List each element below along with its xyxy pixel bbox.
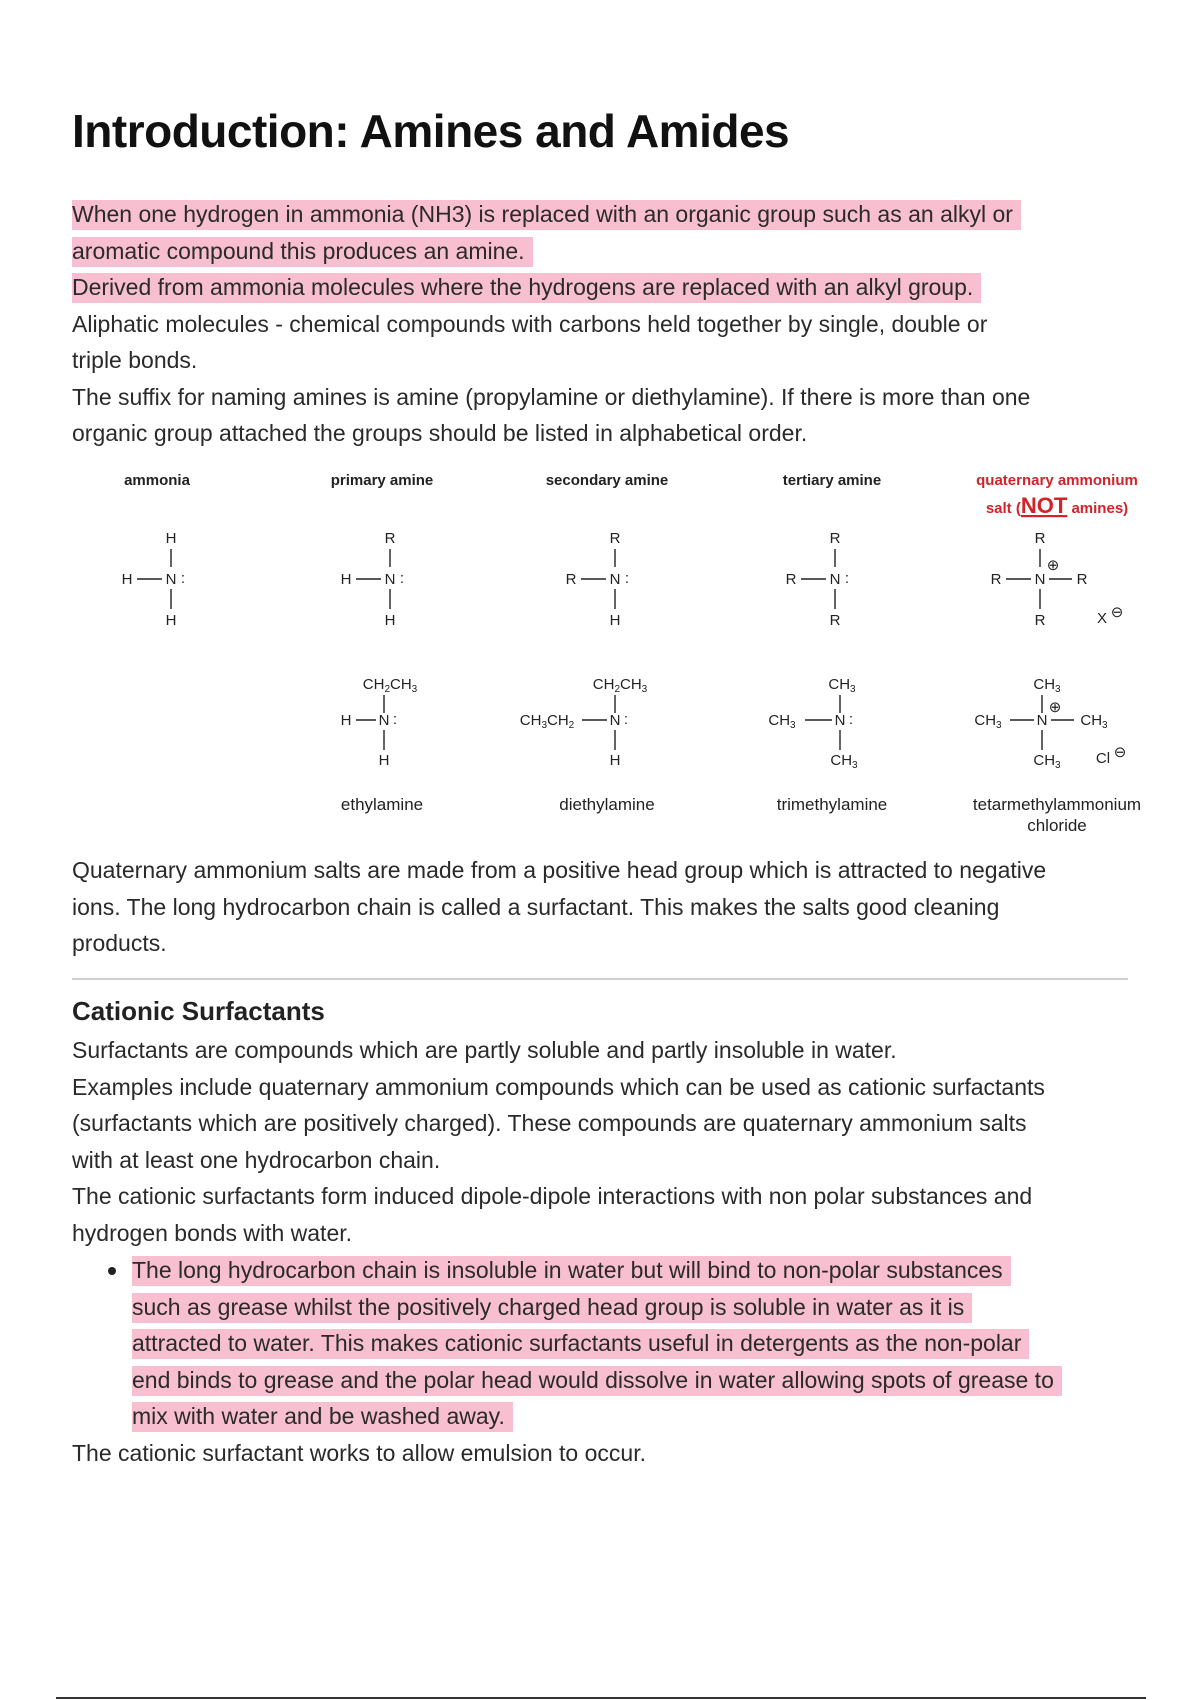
svg-text:CH2CH3: CH2CH3 [592, 676, 648, 695]
svg-text::: : [180, 570, 186, 587]
header-tertiary-amine: tertiary amine [782, 472, 882, 489]
ethylamine-structure [341, 676, 418, 769]
final-paragraph [72, 1435, 1132, 1472]
svg-text::: : [623, 711, 629, 728]
primary-amine-structure [341, 530, 405, 629]
svg-text:N: N [609, 571, 621, 588]
svg-text:H: H [609, 752, 621, 769]
text-line: products. [72, 930, 167, 956]
svg-text:N: N [384, 571, 396, 588]
amine-structures-figure [72, 465, 1172, 845]
svg-text:N: N [165, 571, 177, 588]
svg-text:H: H [165, 530, 177, 547]
highlight-text: Derived from ammonia molecules where the hydrogens are replaced with an alkyl group. [72, 273, 981, 303]
highlight-text: aromatic compound this produces an amine. [72, 237, 533, 267]
plus-charge-icon: ⊕ [1046, 557, 1060, 574]
highlight-text: When one hydrogen in ammonia (NH3) is replaced with an organic group such as an alkyl or [72, 200, 1021, 230]
svg-text:H: H [384, 612, 396, 629]
bullet-list-item [132, 1252, 1132, 1435]
highlight-text: such as grease whilst the positively charged head group is soluble in water as it is [132, 1293, 972, 1323]
svg-text:R: R [990, 571, 1002, 588]
svg-text:R: R [1076, 571, 1088, 588]
name-chloride: chloride [1027, 816, 1087, 835]
text-line: hydrogen bonds with water. [72, 1219, 353, 1246]
text-line: Examples include quaternary ammonium compounds which can be used as cationic surfactants [72, 1073, 1045, 1100]
svg-text:N: N [609, 712, 621, 729]
header-quaternary-salt: salt (NOT amines) [985, 493, 1129, 518]
svg-text:R: R [829, 612, 841, 629]
svg-text:R: R [384, 530, 396, 547]
secondary-amine-structure [566, 530, 630, 629]
name-ethylamine: ethylamine [340, 795, 424, 814]
text-line: The cationic surfactants form induced dipole-dipole interactions with non polar substances and [72, 1183, 1033, 1209]
text-line: The cationic surfactant works to allow emulsion to occur. [72, 1440, 646, 1466]
trimethylamine-structure [768, 676, 858, 771]
text-line: triple bonds. [72, 347, 198, 373]
quaternary-salt-structure [991, 530, 1124, 629]
plus-charge-icon: ⊕ [1048, 699, 1062, 716]
highlight-text: end binds to grease and the polar head would dissolve in water allowing spots of grease to [132, 1366, 1062, 1396]
section-heading: Cationic Surfactants [72, 996, 325, 1026]
svg-text:R: R [565, 571, 577, 588]
svg-text:N: N [829, 571, 841, 588]
svg-text:R: R [785, 571, 797, 588]
svg-text:R: R [829, 530, 841, 547]
minus-charge-icon: ⊖ [1113, 744, 1127, 761]
svg-text:CH3: CH3 [830, 752, 858, 771]
name-tetramethylammonium: tetarmethylammonium [972, 795, 1142, 814]
text-line: Surfactants are compounds which are partly soluble and partly insoluble in water. [72, 1037, 897, 1063]
name-diethylamine: diethylamine [559, 795, 655, 814]
svg-text:R: R [1034, 612, 1046, 629]
text-line: organic group attached the groups should be listed in alphabetical order. [72, 420, 808, 446]
svg-text:CH3: CH3 [768, 712, 796, 731]
svg-text:N: N [1034, 571, 1046, 588]
highlight-text: mix with water and be washed away. [132, 1402, 513, 1432]
svg-text:H: H [378, 752, 390, 769]
header-primary-amine: primary amine [330, 472, 434, 489]
text-line: with at least one hydrocarbon chain. [72, 1146, 441, 1173]
text-line: (surfactants which are positively charged). These compounds are quaternary ammonium salts [72, 1110, 1027, 1136]
diethylamine-structure [520, 676, 648, 769]
section-divider [72, 978, 1128, 980]
bullet-dot-icon [108, 1267, 116, 1275]
svg-text::: : [844, 570, 850, 587]
name-trimethylamine: trimethylamine [776, 795, 888, 814]
svg-text:H: H [340, 712, 352, 729]
page-title: Introduction: Amines and Amides [72, 105, 790, 157]
svg-text::: : [848, 711, 854, 728]
text-line: The suffix for naming amines is amine (propylamine or diethylamine). If there is more than one [72, 383, 1031, 410]
svg-text:CH3: CH3 [974, 712, 1002, 731]
text-line: Aliphatic molecules - chemical compounds with carbons held together by single, double or [72, 310, 988, 337]
svg-text:N: N [378, 712, 390, 729]
highlight-text: The long hydrocarbon chain is insoluble in water but will bind to non-polar substances [132, 1256, 1011, 1286]
tertiary-amine-structure [786, 530, 850, 629]
cationic-paragraphs [72, 1032, 1132, 1251]
svg-text:Cl: Cl [1095, 750, 1111, 767]
svg-text:N: N [1036, 712, 1048, 729]
svg-text::: : [624, 570, 630, 587]
svg-text:CH3CH2: CH3CH2 [519, 712, 575, 731]
tetramethylammonium-structure [974, 676, 1126, 771]
svg-text::: : [399, 570, 405, 587]
svg-text:H: H [165, 612, 177, 629]
quaternary-paragraph [72, 852, 1132, 962]
header-quaternary: quaternary ammonium [976, 472, 1138, 489]
svg-text:CH3: CH3 [1080, 712, 1108, 731]
svg-text:X: X [1096, 610, 1108, 627]
svg-text:R: R [609, 530, 621, 547]
svg-text:R: R [1034, 530, 1046, 547]
svg-text:H: H [609, 612, 621, 629]
intro-paragraphs [72, 196, 1132, 452]
svg-text::: : [392, 711, 398, 728]
svg-text:CH2CH3: CH2CH3 [362, 676, 418, 695]
page-bottom-rule [56, 1697, 1146, 1699]
text-line: Quaternary ammonium salts are made from a positive head group which is attracted to negative [72, 857, 1047, 883]
text-line: ions. The long hydrocarbon chain is called a surfactant. This makes the salts good cleaning [72, 893, 1000, 920]
svg-text:CH3: CH3 [1033, 752, 1061, 771]
highlight-text: attracted to water. This makes cationic surfactants useful in detergents as the non-polar [132, 1329, 1029, 1359]
svg-text:H: H [340, 571, 352, 588]
svg-text:CH3: CH3 [828, 676, 856, 695]
minus-charge-icon: ⊖ [1110, 604, 1124, 621]
svg-text:H: H [121, 571, 133, 588]
svg-text:N: N [834, 712, 846, 729]
header-ammonia: ammonia [124, 472, 190, 489]
header-secondary-amine: secondary amine [545, 472, 669, 489]
svg-text:CH3: CH3 [1033, 676, 1061, 695]
ammonia-structure [122, 530, 186, 629]
